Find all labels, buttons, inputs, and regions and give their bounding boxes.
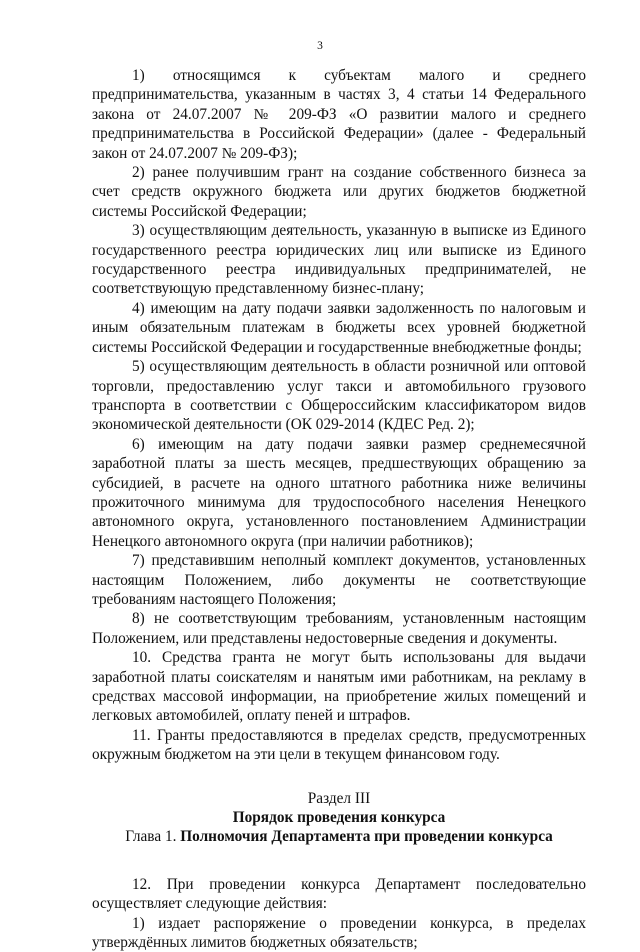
chapter-prefix: Глава 1. <box>125 828 177 846</box>
page-number: 3 <box>317 40 323 52</box>
section-title: Раздел III <box>307 789 371 807</box>
list-item: 4) имеющим на дату подачи заявки задолженность по налоговым и иным обязательным платежам в бюджеты всех уровней бюджетной системы Российской Федерации и государственные внебюджетные фонды; <box>92 299 586 356</box>
list-item: 1) издает распоряжение о проведении конкурса, в пределах утверждённых лимитов бюджетных обязательств; <box>92 914 586 952</box>
section-subtitle: Порядок проведения конкурса <box>232 809 446 827</box>
list-item: 5) осуществляющим деятельность в области розничной или оптовой торговли, предоставлению услуг такси и автомобильного грузового транспорта в соответствии с Общероссийским классификатором видов экономической деятельности (ОК 029-2014 (КДЕС Ред. 2); <box>92 358 586 434</box>
chapter-title: Полномочия Департамента при проведении конкурса <box>180 828 553 846</box>
chapter-heading <box>92 827 586 846</box>
paragraph-11: 11. Гранты предоставляются в пределах средств, предусмотренных окружным бюджетом на эти цели в текущем финансовом году. <box>92 726 586 764</box>
paragraph-10: 10. Средства гранта не могут быть использованы для выдачи заработной платы соискателям и нанятым ими работникам, на рекламу в средствах массовой информации, на приобретение жилых помещений и легковых автомобилей, оплату пеней и штрафов. <box>92 649 586 725</box>
document-body <box>92 66 586 952</box>
list-item: 2) ранее получившим грант на создание собственного бизнеса за счет средств окружного бюджета или других бюджетов бюджетной системы Российской Федерации; <box>92 164 586 220</box>
list-item: 3) осуществляющим деятельность, указанную в выписке из Единого государственного реестра юридических лиц или выписке из Единого государственного реестра индивидуальных предпринимателей, не соответствующую представленному бизнес-плану; <box>92 222 586 298</box>
list-item: 6) имеющим на дату подачи заявки размер среднемесячной заработной платы за шесть месяцев, предшествующих обращению за субсидией, в расчете на одного штатного работника ниже величины прожиточного минимума для трудоспособного населения Ненецкого автономного округа, установленного постановлением Администрации Ненецкого автономного округа (при наличии работников); <box>92 435 586 550</box>
list-item: 7) представившим неполный комплект документов, установленных настоящим Положением, либо документы не соответствующие требованиям настоящего Положения; <box>92 552 586 608</box>
list-item: 1) относящимся к субъектам малого и среднего предпринимательства, указанным в частях 3, 4 статьи 14 Федерального закона от 24.07.2007 № 209-ФЗ «О развитии малого и среднего предпринимательства в Российской Федерации» (далее - Федеральный закон от 24.07.2007 № 209-ФЗ); <box>92 67 586 162</box>
list-item: 8) не соответствующим требованиям, установленным настоящим Положением, или представлены недостоверные сведения и документы. <box>92 610 586 647</box>
paragraph-12: 12. При проведении конкурса Департамент последовательно осуществляет следующие действия: <box>92 875 586 913</box>
